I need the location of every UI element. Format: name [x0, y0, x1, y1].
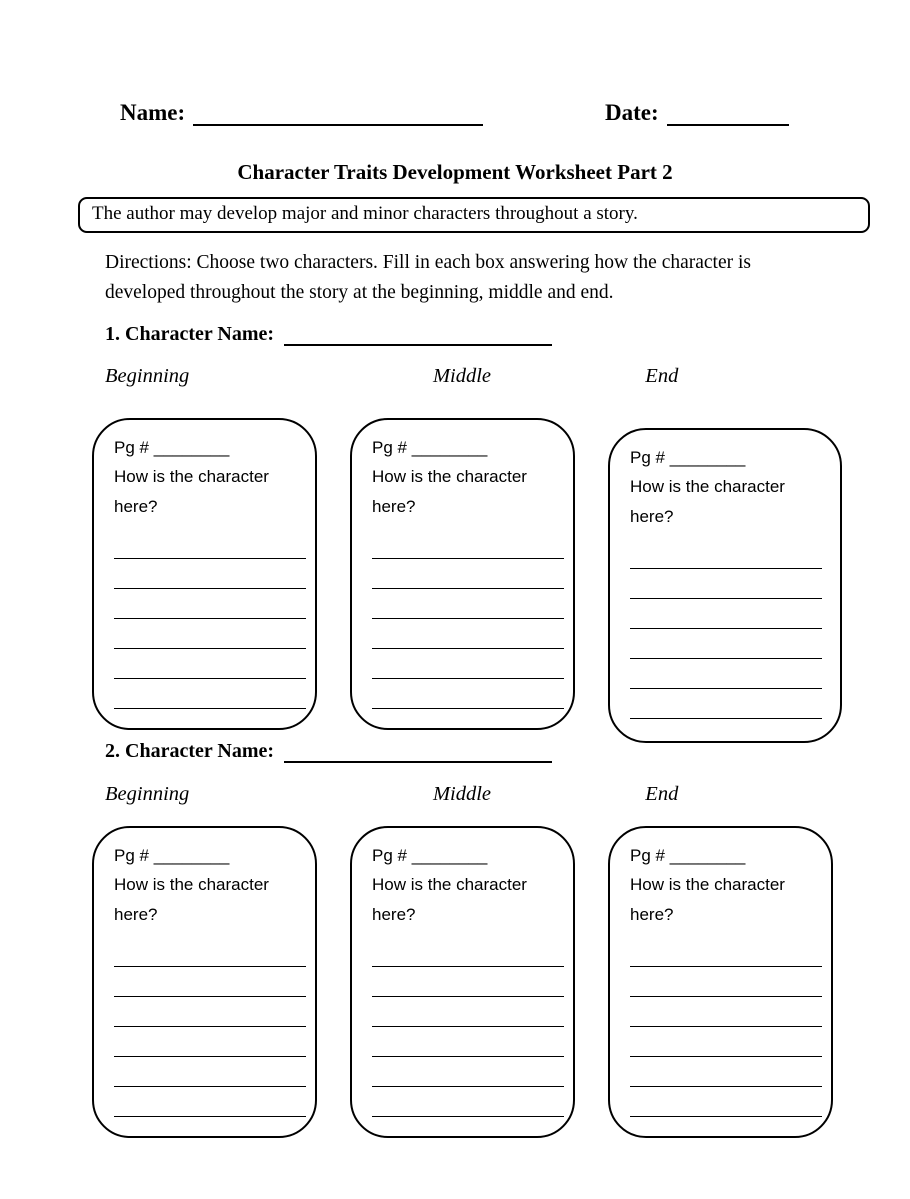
character-name-label-1: 1. Character Name: — [105, 323, 275, 345]
write-line[interactable] — [372, 619, 564, 649]
character-box-1-middle — [350, 418, 575, 730]
character-box-2-middle — [350, 826, 575, 1138]
write-line[interactable] — [630, 1057, 822, 1087]
write-line[interactable] — [372, 649, 564, 679]
page-number-field[interactable]: Pg # ________ — [630, 846, 746, 865]
column-header-middle: Middle — [432, 783, 492, 805]
page-number-field[interactable]: Pg # ________ — [372, 438, 488, 457]
box-prompt: How is the character here? — [630, 477, 785, 526]
box-prompt: How is the character here? — [372, 467, 527, 516]
write-line[interactable] — [114, 649, 306, 679]
date-label: Date: — [605, 100, 659, 125]
write-line[interactable] — [114, 997, 306, 1027]
character-box-2-end — [608, 826, 833, 1138]
section-1-label-row — [105, 323, 552, 346]
write-line[interactable] — [114, 589, 306, 619]
section-1-column-headers — [92, 365, 832, 388]
column-header-beginning: Beginning — [105, 365, 190, 387]
column-header-middle: Middle — [432, 365, 492, 387]
write-line[interactable] — [372, 1057, 564, 1087]
write-line[interactable] — [114, 529, 306, 559]
write-lines — [372, 937, 561, 1117]
section-2-box-row — [92, 826, 882, 1138]
write-lines — [372, 529, 561, 709]
write-line[interactable] — [114, 679, 306, 709]
page-title: Character Traits Development Worksheet Part 2 — [237, 160, 673, 184]
write-line[interactable] — [630, 539, 822, 569]
character-box-2-beginning — [92, 826, 317, 1138]
write-line[interactable] — [372, 559, 564, 589]
write-lines — [630, 539, 828, 719]
write-line[interactable] — [372, 1087, 564, 1117]
date-group — [605, 100, 789, 126]
column-header-end: End — [645, 365, 679, 387]
character-name-blank-line-2[interactable] — [284, 741, 552, 763]
write-line[interactable] — [114, 1027, 306, 1057]
name-label: Name: — [120, 100, 186, 125]
section-1-box-row — [92, 418, 882, 743]
write-line[interactable] — [630, 1027, 822, 1057]
write-line[interactable] — [630, 659, 822, 689]
page-number-field[interactable]: Pg # ________ — [114, 846, 230, 865]
write-line[interactable] — [630, 629, 822, 659]
date-blank-line[interactable] — [667, 102, 789, 126]
box-prompt: How is the character here? — [114, 875, 269, 924]
write-line[interactable] — [372, 937, 564, 967]
directions-text: Directions: Choose two characters. Fill in each box answering how the character is developed throughout the story at the beginning, middle and end. — [105, 252, 752, 303]
write-line[interactable] — [630, 569, 822, 599]
write-line[interactable] — [114, 937, 306, 967]
character-name-label-2: 2. Character Name: — [105, 740, 275, 762]
write-line[interactable] — [630, 599, 822, 629]
box-prompt: How is the character here? — [372, 875, 527, 924]
write-line[interactable] — [114, 967, 306, 997]
page-number-field[interactable]: Pg # ________ — [372, 846, 488, 865]
write-line[interactable] — [114, 1057, 306, 1087]
name-group — [120, 100, 483, 126]
write-line[interactable] — [114, 1087, 306, 1117]
page-number-field[interactable]: Pg # ________ — [630, 448, 746, 467]
statement-box: The author may develop major and minor characters throughout a story. — [78, 197, 870, 233]
write-line[interactable] — [372, 589, 564, 619]
write-line[interactable] — [372, 679, 564, 709]
write-line[interactable] — [630, 1087, 822, 1117]
write-line[interactable] — [630, 967, 822, 997]
write-line[interactable] — [372, 529, 564, 559]
write-line[interactable] — [630, 689, 822, 719]
box-prompt: How is the character here? — [114, 467, 269, 516]
write-line[interactable] — [372, 997, 564, 1027]
write-line[interactable] — [114, 559, 306, 589]
write-line[interactable] — [372, 967, 564, 997]
section-2-label-row — [105, 740, 552, 763]
write-lines — [630, 937, 819, 1117]
write-line[interactable] — [630, 937, 822, 967]
box-prompt: How is the character here? — [630, 875, 785, 924]
character-box-1-end — [608, 428, 842, 743]
write-lines — [114, 529, 303, 709]
column-header-end: End — [645, 783, 679, 805]
write-lines — [114, 937, 303, 1117]
page-number-field[interactable]: Pg # ________ — [114, 438, 230, 457]
column-header-beginning: Beginning — [105, 783, 190, 805]
character-box-1-beginning — [92, 418, 317, 730]
write-line[interactable] — [114, 619, 306, 649]
header-row — [0, 100, 910, 132]
character-name-blank-line-1[interactable] — [284, 324, 552, 346]
write-line[interactable] — [372, 1027, 564, 1057]
name-blank-line[interactable] — [193, 102, 483, 126]
section-2-column-headers — [92, 783, 832, 806]
write-line[interactable] — [630, 997, 822, 1027]
